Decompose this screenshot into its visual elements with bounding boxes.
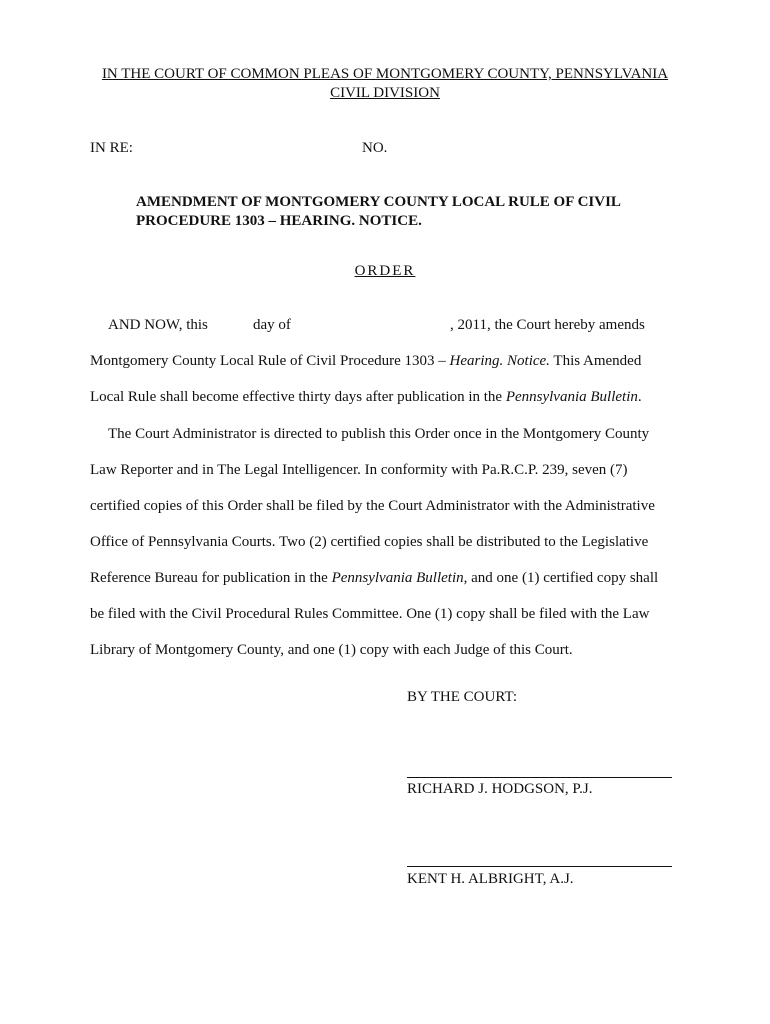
order-heading: ORDER [354, 263, 416, 279]
signature-line-2 [407, 866, 672, 867]
document-title-line-1: AMENDMENT OF MONTGOMERY COUNTY LOCAL RULE OF CIVIL [136, 194, 621, 210]
paragraph2-line-2: Law Reporter and in The Legal Intelligencer. In conformity with Pa.R.C.P. 239, seven (7) [90, 462, 628, 478]
paragraph2-line-5 [90, 570, 658, 587]
bulletin-italic: Pennsylvania Bulletin [505, 389, 638, 405]
signature-line-1 [407, 777, 672, 778]
paragraph2-line-5-post: , and one (1) certified copy shall [463, 570, 659, 586]
document-title-line-2: PROCEDURE 1303 – HEARING. NOTICE. [136, 213, 422, 229]
paragraph2-line-1: The Court Administrator is directed to publish this Order once in the Montgomery County [108, 426, 650, 442]
year-clause-text: , 2011, the Court hereby amends [450, 317, 645, 333]
paragraph1-line-2-post: This Amended [549, 353, 642, 369]
paragraph1-line-3-post: . [637, 389, 642, 405]
paragraph1-line-2 [90, 353, 641, 370]
division-caption: CIVIL DIVISION [330, 85, 440, 101]
rule-title-italic: Hearing. Notice. [449, 353, 550, 369]
paragraph1-line-2-pre: Montgomery County Local Rule of Civil Procedure 1303 – [90, 353, 450, 369]
case-number-label: NO. [362, 140, 388, 156]
court-caption: IN THE COURT OF COMMON PLEAS OF MONTGOMERY COUNTY, PENNSYLVANIA [101, 66, 669, 82]
paragraph2-line-3: certified copies of this Order shall be filed by the Court Administrator with the Administrative [90, 498, 655, 514]
bulletin-italic-2: Pennsylvania Bulletin [331, 570, 464, 586]
paragraph2-line-6: be filed with the Civil Procedural Rules Committee. One (1) copy shall be filed with the Law [90, 606, 650, 622]
in-re-label: IN RE: [90, 140, 133, 156]
and-now-text: AND NOW, this [108, 317, 208, 333]
by-the-court-label: BY THE COURT: [407, 689, 518, 705]
paragraph2-line-7: Library of Montgomery County, and one (1) copy with each Judge of this Court. [90, 642, 573, 658]
paragraph1-line-3 [90, 389, 642, 406]
paragraph2-line-4: Office of Pennsylvania Courts. Two (2) certified copies shall be distributed to the Legislative [90, 534, 649, 550]
paragraph1-line-3-pre: Local Rule shall become effective thirty days after publication in the [90, 389, 506, 405]
judge-1-name: RICHARD J. HODGSON, P.J. [407, 781, 593, 797]
judge-2-name: KENT H. ALBRIGHT, A.J. [407, 871, 574, 887]
paragraph2-line-5-pre: Reference Bureau for publication in the [90, 570, 332, 586]
day-of-text: day of [253, 317, 291, 333]
